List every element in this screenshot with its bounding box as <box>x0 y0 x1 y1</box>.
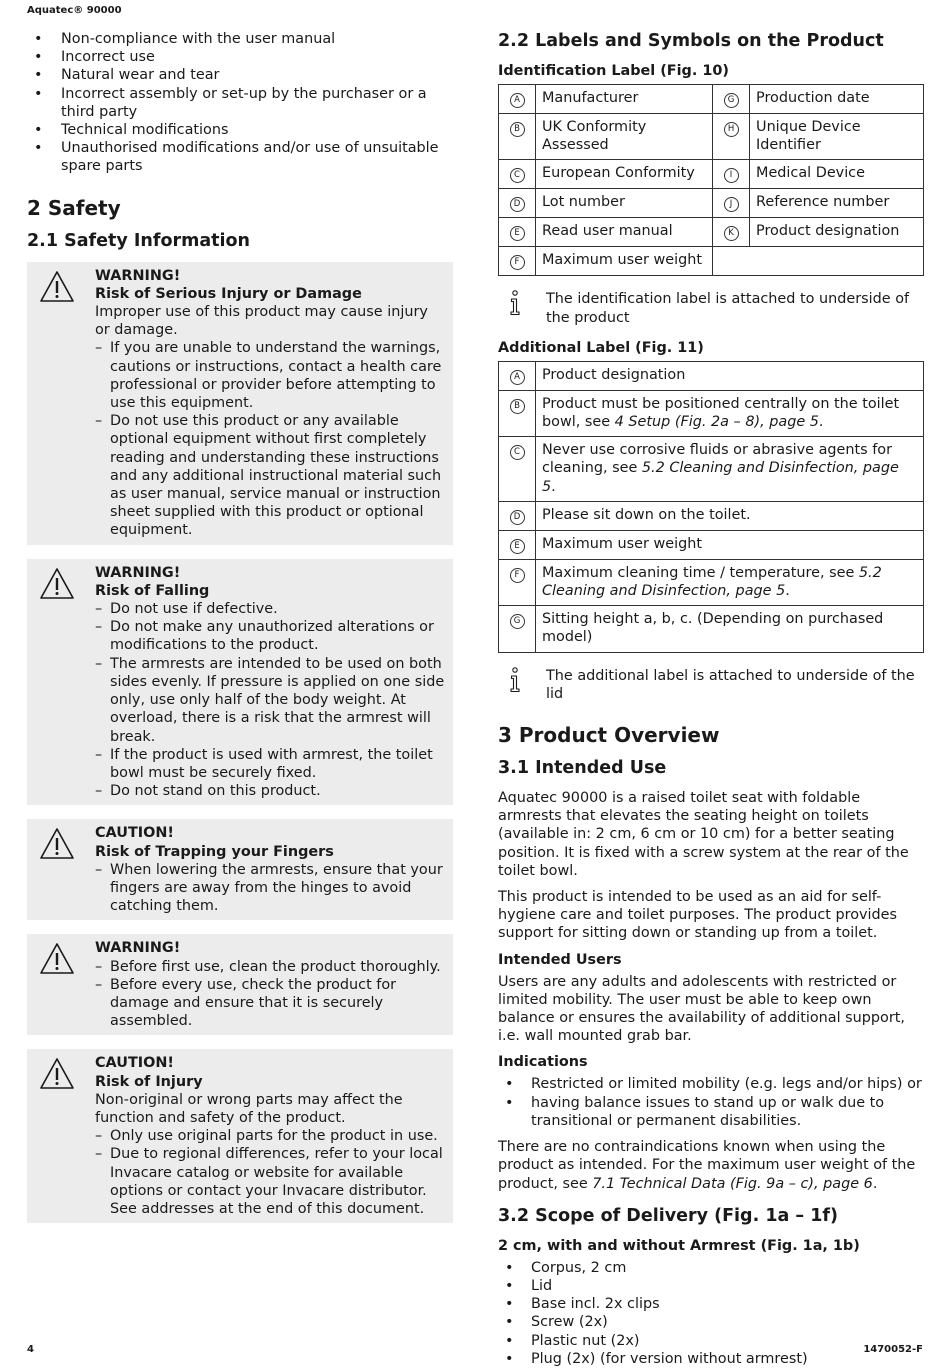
table-cell: Reference number <box>750 189 924 218</box>
delivery-list <box>498 1259 924 1368</box>
list-item: – If you are unable to understand the warnings, cautions or instructions, contact a health care professional or provider before attempting to use this equipment. <box>95 339 445 412</box>
list-item: – If the product is used with armrest, the toilet bowl must be securely fixed. <box>95 746 445 782</box>
list-item: – Due to regional differences, refer to your local Invacare catalog or website for available options or contact your Invacare distributor. See addresses at the end of this document. <box>95 1145 445 1218</box>
caution-box <box>27 819 453 920</box>
cross-reference-link[interactable]: 4 Setup (Fig. 2a – 8), page 5 <box>614 414 819 431</box>
liability-exclusions-list <box>27 30 453 176</box>
cell-text-end: . <box>818 414 824 431</box>
table-cell <box>536 390 924 436</box>
paragraph-text: There are no contraindications known when using the product as intended. For the maximum user weight of the product, see <box>498 1139 916 1192</box>
table-row <box>499 501 924 530</box>
list-item: • Screw (2x) <box>498 1313 924 1331</box>
cross-reference-link[interactable]: 5.2 Cleaning and Disinfection, page 5 <box>542 460 899 495</box>
warning-triangle-icon <box>39 1057 75 1091</box>
page-number: 4 <box>27 1344 34 1355</box>
table-cell: Manufacturer <box>536 85 713 114</box>
table-cell: Read user manual <box>536 218 713 247</box>
cross-reference-link[interactable]: 7.1 Technical Data (Fig. 9a – c), page 6 <box>592 1175 873 1192</box>
paragraph: Aquatec 90000 is a raised toilet seat with foldable armrests that elevates the seating height on toilets (available in: 2 cm, 6 cm or 10 cm) for a better seating position. It is fixed with a screw system at the rear of the toilet bowl. <box>498 790 909 879</box>
list-item: • Incorrect assembly or set-up by the purchaser or a third party <box>27 85 453 121</box>
list-item: • Restricted or limited mobility (e.g. legs and/or hips) or <box>498 1075 924 1093</box>
table-row <box>499 160 924 189</box>
subsection-heading: 2.1 Safety Information <box>27 230 250 251</box>
table-row <box>499 530 924 559</box>
indications-list <box>498 1075 924 1130</box>
signal-word: WARNING! <box>95 940 181 957</box>
table-cell: Please sit down on the toilet. <box>536 501 924 530</box>
hazard-title: Risk of Serious Injury or Damage <box>95 285 362 302</box>
identification-label-table <box>498 84 924 276</box>
list-item: • Lid <box>498 1277 924 1295</box>
table-cell <box>536 559 924 605</box>
circled-letter: C <box>510 168 525 183</box>
hazard-title: Risk of Falling <box>95 582 210 599</box>
table-row <box>499 114 924 160</box>
table-cell <box>536 437 924 502</box>
label-heading: Identification Label (Fig. 10) <box>498 63 729 79</box>
table-cell-empty <box>713 247 924 276</box>
list-item: • Natural wear and tear <box>27 66 453 84</box>
note-text: The identification label is attached to underside of the product <box>546 291 910 326</box>
list-item: • Plug (2x) (for version without armrest) <box>498 1350 924 1368</box>
subsection-heading: 3.1 Intended Use <box>498 758 667 779</box>
circled-letter: I <box>724 168 739 183</box>
cell-text-end: . <box>785 583 790 600</box>
paragraph-heading: Intended Users <box>498 951 622 968</box>
list-item: – Do not use this product or any available optional equipment without first completely reading and understanding these instructions and any additional instructional material such as user manual, service manual or instruction sheet supplied with this product or optional equipment. <box>95 412 445 539</box>
hazard-title: Risk of Injury <box>95 1073 203 1090</box>
note-text: The additional label is attached to underside of the lid <box>546 667 915 702</box>
circled-letter: B <box>510 399 525 414</box>
cell-text: Maximum cleaning time / temperature, see <box>542 564 859 581</box>
circled-letter: D <box>510 197 525 212</box>
signal-word: WARNING! <box>95 564 181 581</box>
circled-letter: A <box>510 93 525 108</box>
warning-triangle-icon <box>39 567 75 601</box>
paragraph-heading: 2 cm, with and without Armrest (Fig. 1a, 1b) <box>498 1237 860 1254</box>
cross-reference-link[interactable]: 5.2 Cleaning and Disinfection, page 5 <box>542 564 882 600</box>
list-item: – When lowering the armrests, ensure that your fingers are away from the hinges to avoid catching them. <box>95 861 445 916</box>
circled-letter: J <box>724 197 739 212</box>
list-item: • having balance issues to stand up or walk due to transitional or permanent disabilities. <box>498 1094 924 1130</box>
list-item: • Unauthorised modifications and/or use of unsuitable spare parts <box>27 139 453 175</box>
circled-letter: K <box>724 226 739 241</box>
circled-letter: G <box>724 93 739 108</box>
list-item: – Before every use, check the product for damage and ensure that it is securely assembled. <box>95 976 445 1031</box>
right-column <box>498 30 924 1368</box>
label-heading: Additional Label (Fig. 11) <box>498 339 704 356</box>
paragraph-text-end: . <box>872 1175 878 1192</box>
table-cell: Medical Device <box>750 160 924 189</box>
table-row <box>499 85 924 114</box>
list-item: – Do not make any unauthorized alterations or modifications to the product. <box>95 618 445 654</box>
signal-word: CAUTION! <box>95 825 174 842</box>
circled-letter: A <box>510 370 525 385</box>
additional-label-table <box>498 361 924 653</box>
info-note <box>498 667 924 703</box>
table-row <box>499 189 924 218</box>
table-cell: European Conformity <box>536 160 713 189</box>
hazard-intro: Non-original or wrong parts may affect the function and safety of the product. <box>95 1091 403 1126</box>
table-row <box>499 606 924 652</box>
circled-letter: D <box>510 510 525 525</box>
table-cell: Maximum user weight <box>536 247 713 276</box>
circled-letter: H <box>724 122 739 137</box>
paragraph: Users are any adults and adolescents with restricted or limited mobility. The user must be able to keep own balance or ensures the availability of additional support, i.e. wall mounted grab bar. <box>498 973 905 1045</box>
paragraph <box>498 1138 924 1193</box>
circled-letter: F <box>510 255 525 270</box>
list-item: • Base incl. 2x clips <box>498 1295 924 1313</box>
info-note <box>498 290 924 326</box>
paragraph-heading: Indications <box>498 1054 588 1071</box>
warning-triangle-icon <box>39 942 75 976</box>
table-row <box>499 390 924 436</box>
paragraph: This product is intended to be used as an aid for self-hygiene care and toilet purposes. The product provides support for sitting down or standing up from a toilet. <box>498 889 898 942</box>
list-item: – Only use original parts for the product in use. <box>95 1127 445 1145</box>
subsection-heading: 3.2 Scope of Delivery (Fig. 1a – 1f) <box>498 1205 839 1226</box>
table-cell: Lot number <box>536 189 713 218</box>
list-item: – Do not use if defective. <box>95 600 445 618</box>
circled-letter: E <box>510 539 525 554</box>
table-row <box>499 437 924 502</box>
circled-letter: C <box>510 445 525 460</box>
circled-letter: B <box>510 122 525 137</box>
section-heading: 3 Product Overview <box>498 723 720 748</box>
list-item: • Non-compliance with the user manual <box>27 30 453 48</box>
circled-letter: E <box>510 226 525 241</box>
warning-box <box>27 934 453 1035</box>
list-item: – The armrests are intended to be used on both sides evenly. If pressure is applied on one side only, use only half of the body weight. At overload, there is a risk that the armrest will break. <box>95 655 445 746</box>
signal-word: WARNING! <box>95 267 181 284</box>
list-item: • Incorrect use <box>27 48 453 66</box>
subsection-heading: 2.2 Labels and Symbols on the Product <box>498 31 884 51</box>
circled-letter: F <box>510 568 525 583</box>
table-cell: Production date <box>750 85 924 114</box>
table-row <box>499 218 924 247</box>
warning-triangle-icon <box>39 827 75 861</box>
table-cell: Unique Device Identifier <box>750 114 924 160</box>
cell-text: Product must be positioned centrally on the toilet bowl, see <box>542 395 900 431</box>
list-item: – Do not stand on this product. <box>95 782 445 800</box>
section-heading: 2 Safety <box>27 195 121 220</box>
info-icon <box>508 667 522 693</box>
cell-text: Never use corrosive fluids or abrasive agents for cleaning, see <box>542 442 892 477</box>
table-cell: Sitting height a, b, c. (Depending on purchased model) <box>536 606 924 652</box>
table-row <box>499 361 924 390</box>
warning-box <box>27 262 453 545</box>
circled-letter: G <box>510 614 525 629</box>
left-column <box>27 30 453 1237</box>
caution-box <box>27 1049 453 1223</box>
warning-box <box>27 559 453 806</box>
table-row <box>499 559 924 605</box>
hazard-title: Risk of Trapping your Fingers <box>95 843 334 860</box>
list-item: – Before first use, clean the product thoroughly. <box>95 958 445 976</box>
cell-text-end: . <box>551 478 556 495</box>
list-item: • Plastic nut (2x) <box>498 1332 924 1350</box>
running-header: Aquatec® 90000 <box>27 5 122 16</box>
document-code: 1470052-F <box>863 1344 923 1355</box>
table-row <box>499 247 924 276</box>
table-cell: Product designation <box>536 361 924 390</box>
table-cell: UK Conformity Assessed <box>536 114 713 160</box>
hazard-intro: Improper use of this product may cause injury or damage. <box>95 304 428 339</box>
list-item: • Corpus, 2 cm <box>498 1259 924 1277</box>
table-cell: Maximum user weight <box>536 530 924 559</box>
table-cell: Product designation <box>750 218 924 247</box>
list-item: • Technical modifications <box>27 121 453 139</box>
warning-triangle-icon <box>39 270 75 304</box>
signal-word: CAUTION! <box>95 1055 174 1072</box>
info-icon <box>508 290 522 316</box>
